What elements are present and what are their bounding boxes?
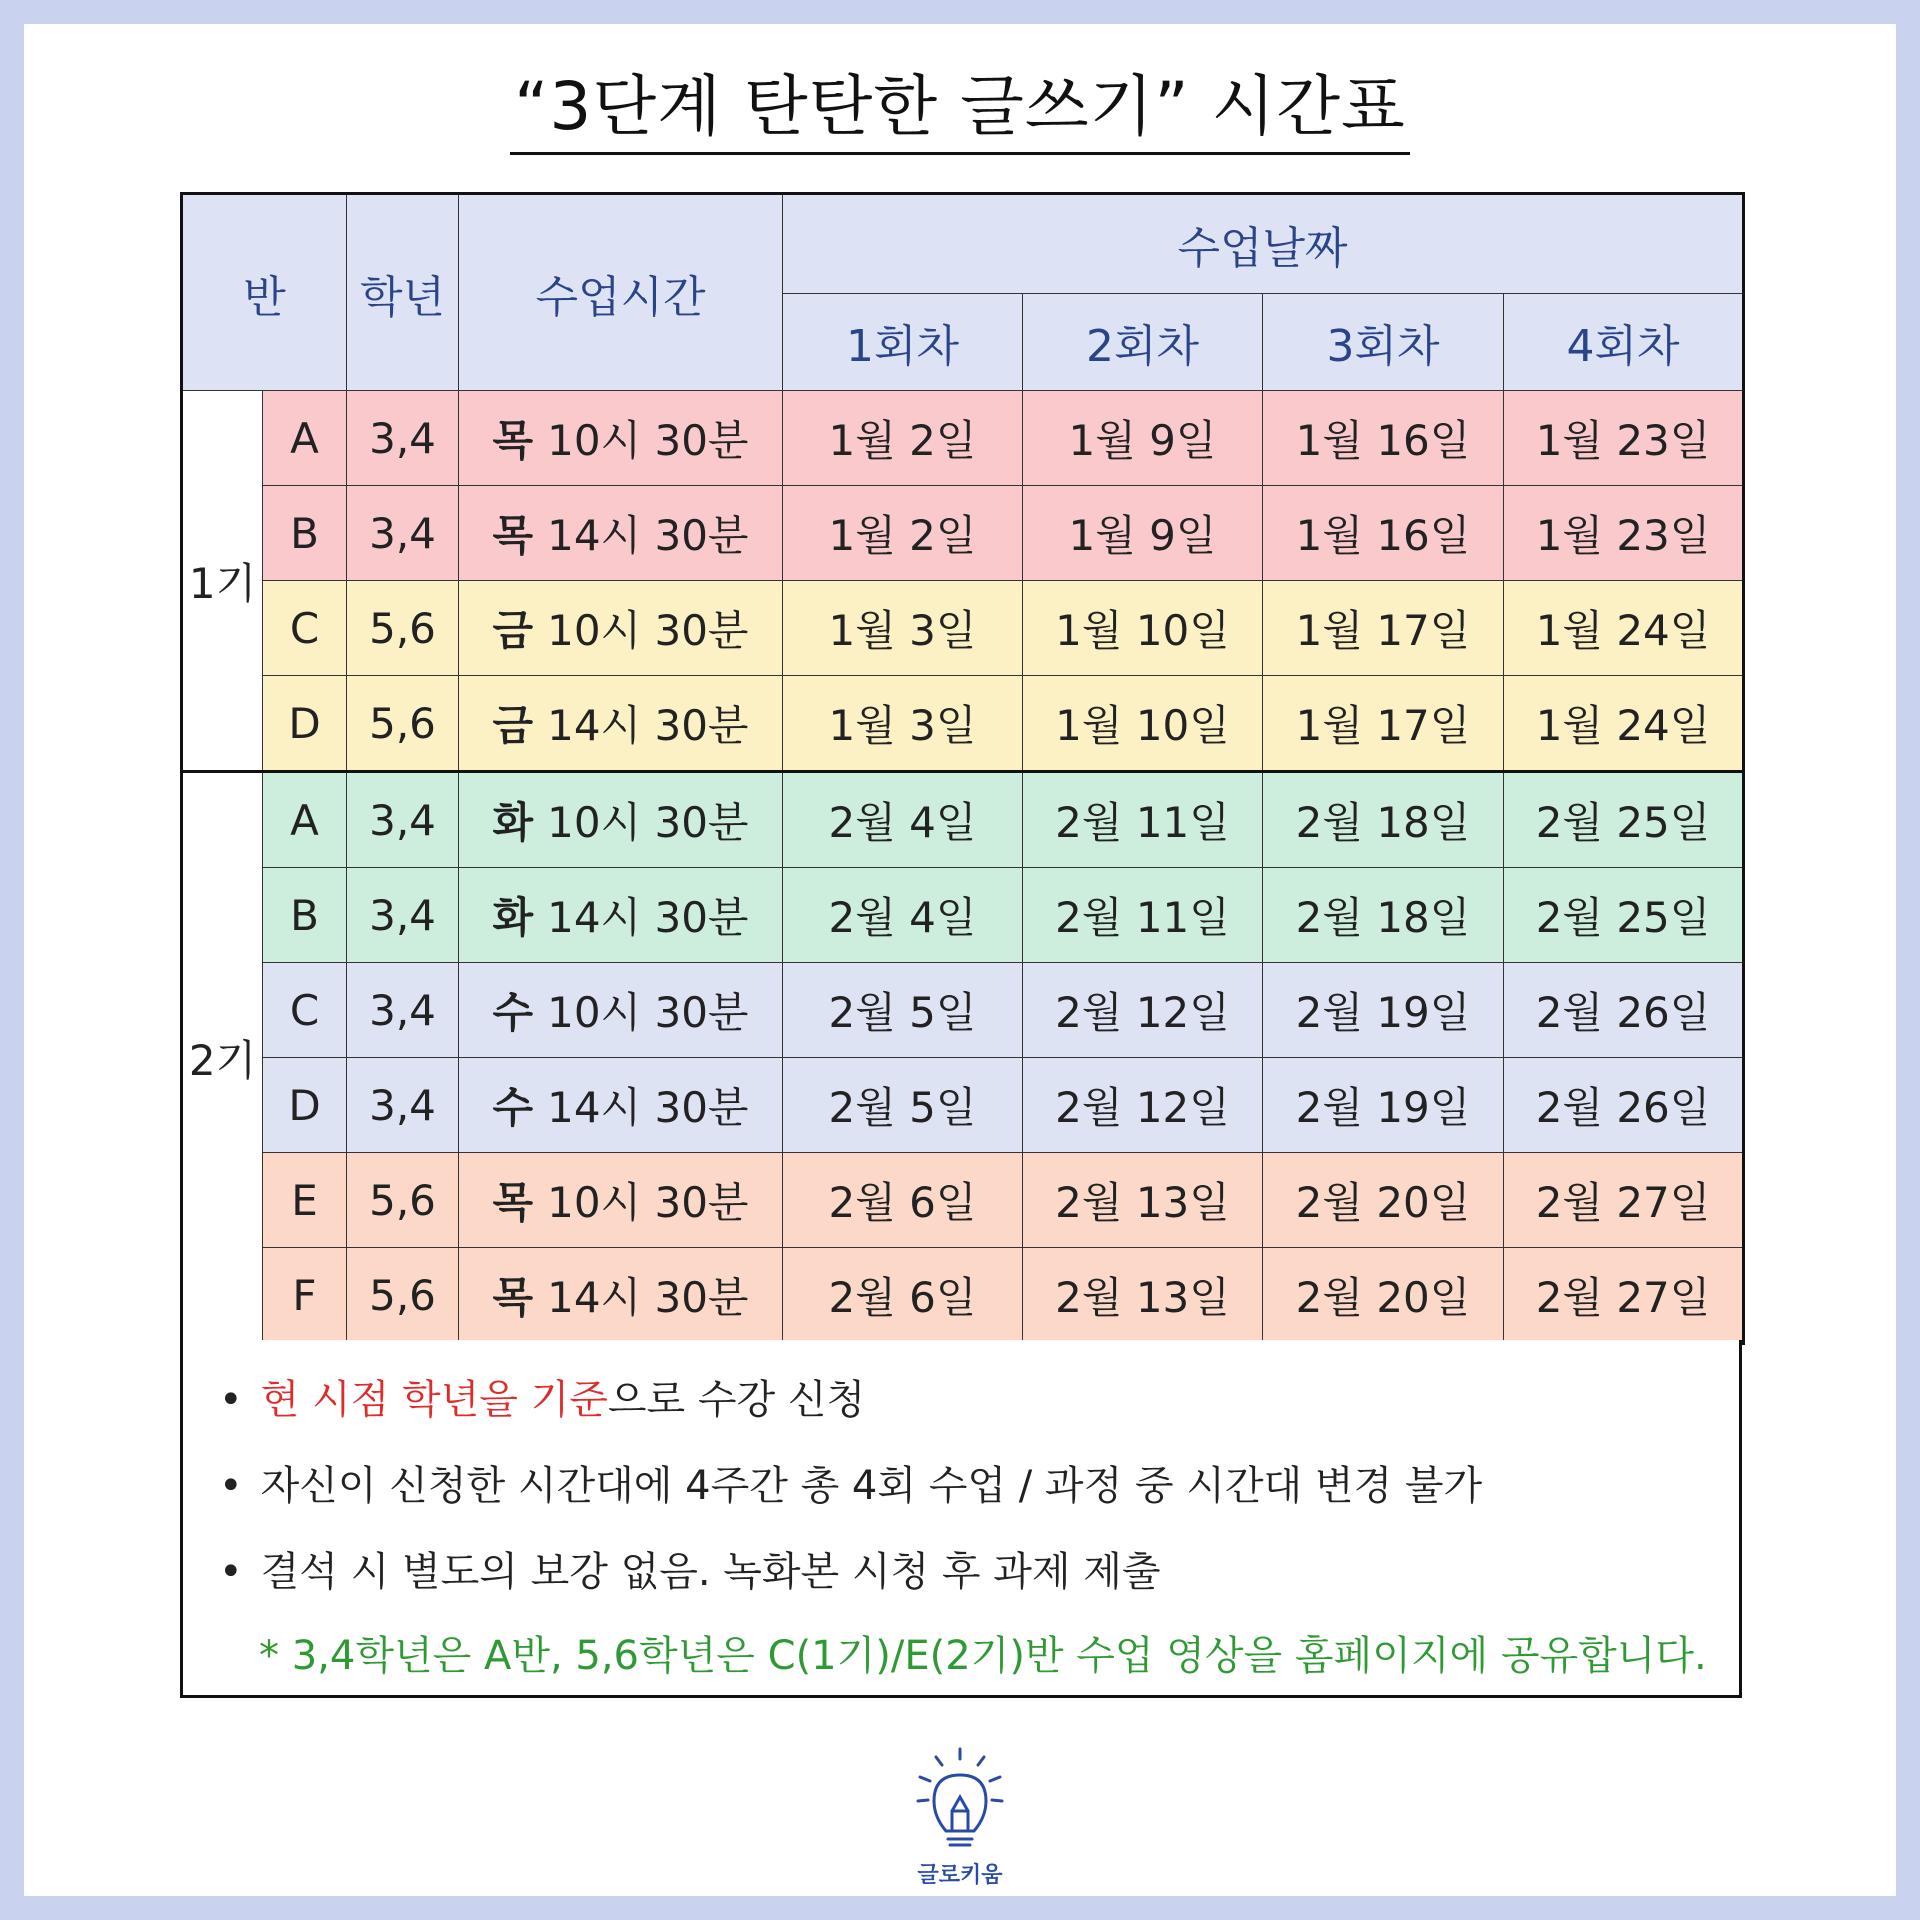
date-cell: 2월 26일 [1504, 1058, 1744, 1153]
time-cell [459, 391, 783, 486]
ban-cell: D [263, 1058, 347, 1153]
time-text: 14시 30분 [547, 701, 749, 750]
header-session-3: 3회차 [1263, 294, 1504, 391]
time-cell [459, 868, 783, 963]
date-cell: 2월 19일 [1263, 1058, 1504, 1153]
weekday: 목 [492, 511, 534, 560]
weekday: 목 [492, 416, 534, 465]
date-cell: 2월 5일 [783, 1058, 1023, 1153]
weekday: 목 [492, 1178, 534, 1227]
page-title [0, 68, 1920, 155]
date-cell: 2월 26일 [1504, 963, 1744, 1058]
table-row [182, 963, 1744, 1058]
grade-cell: 5,6 [347, 581, 459, 676]
grade-cell: 3,4 [347, 772, 459, 868]
date-cell: 2월 19일 [1263, 963, 1504, 1058]
table-row [182, 391, 1744, 486]
date-cell: 2월 20일 [1263, 1153, 1504, 1248]
date-cell: 2월 25일 [1504, 868, 1744, 963]
table-row [182, 676, 1744, 772]
weekday: 금 [492, 701, 534, 750]
note-item [219, 1540, 1161, 1597]
grade-cell: 5,6 [347, 676, 459, 772]
weekday: 수 [492, 1083, 534, 1132]
date-cell: 1월 2일 [783, 391, 1023, 486]
note-text: 으로 수강 신청 [607, 1377, 866, 1423]
date-cell: 2월 25일 [1504, 772, 1744, 868]
time-cell [459, 486, 783, 581]
date-cell: 2월 18일 [1263, 772, 1504, 868]
note-item [219, 1368, 865, 1425]
ban-cell: E [263, 1153, 347, 1248]
date-cell: 1월 17일 [1263, 676, 1504, 772]
time-cell [459, 772, 783, 868]
note-text: 결석 시 별도의 보강 없음. 녹화본 시청 후 과제 제출 [260, 1549, 1161, 1595]
time-cell [459, 676, 783, 772]
ban-cell: B [263, 486, 347, 581]
date-cell: 1월 3일 [783, 581, 1023, 676]
ban-cell: A [263, 772, 347, 868]
header-session-2: 2회차 [1023, 294, 1263, 391]
schedule-table [180, 192, 1745, 1345]
date-cell: 1월 23일 [1504, 391, 1744, 486]
time-text: 10시 30분 [547, 1178, 749, 1227]
table-header [182, 194, 1744, 391]
weekday: 화 [492, 798, 534, 847]
date-cell: 1월 9일 [1023, 391, 1263, 486]
ban-cell: C [263, 963, 347, 1058]
bullet-icon: • [219, 1377, 243, 1423]
table-row [182, 772, 1744, 868]
date-cell: 1월 23일 [1504, 486, 1744, 581]
date-cell: 2월 5일 [783, 963, 1023, 1058]
weekday: 목 [492, 1273, 534, 1322]
ban-cell: F [263, 1248, 347, 1344]
time-cell [459, 1248, 783, 1344]
date-cell: 2월 18일 [1263, 868, 1504, 963]
date-cell: 2월 6일 [783, 1248, 1023, 1344]
time-text: 10시 30분 [547, 798, 749, 847]
table-row [182, 1248, 1744, 1344]
table-row [182, 1153, 1744, 1248]
header-grade: 학년 [347, 194, 459, 391]
note-footnote: * 3,4학년은 A반, 5,6학년은 C(1기)/E(2기)반 수업 영상을 홈페이지에 공유합니다. [259, 1633, 1707, 1679]
date-cell: 2월 13일 [1023, 1248, 1263, 1344]
notes-box [180, 1340, 1742, 1698]
time-text: 14시 30분 [547, 1083, 749, 1132]
time-cell [459, 581, 783, 676]
note-item [219, 1454, 1482, 1511]
weekday: 금 [492, 606, 534, 655]
time-cell [459, 1153, 783, 1248]
weekday: 화 [492, 893, 534, 942]
date-cell: 1월 16일 [1263, 486, 1504, 581]
time-text: 14시 30분 [547, 893, 749, 942]
table-row [182, 868, 1744, 963]
note-text: 자신이 신청한 시간대에 4주간 총 4회 수업 / 과정 중 시간대 변경 불가 [260, 1463, 1483, 1509]
header-session-4: 4회차 [1504, 294, 1744, 391]
brand-logo-text: 글로키움 [917, 1863, 1003, 1888]
date-cell: 2월 13일 [1023, 1153, 1263, 1248]
date-cell: 1월 9일 [1023, 486, 1263, 581]
date-cell: 2월 11일 [1023, 772, 1263, 868]
header-session-1: 1회차 [783, 294, 1023, 391]
note-highlight: 현 시점 학년을 기준 [260, 1377, 608, 1423]
table-row [182, 486, 1744, 581]
date-cell: 2월 27일 [1504, 1153, 1744, 1248]
grade-cell: 5,6 [347, 1153, 459, 1248]
date-cell: 2월 6일 [783, 1153, 1023, 1248]
bullet-icon: • [219, 1549, 243, 1595]
bullet-icon: • [219, 1463, 243, 1509]
term-label: 1기 [182, 391, 263, 772]
time-text: 10시 30분 [547, 416, 749, 465]
time-text: 10시 30분 [547, 606, 749, 655]
date-cell: 1월 24일 [1504, 581, 1744, 676]
date-cell: 1월 3일 [783, 676, 1023, 772]
date-cell: 2월 4일 [783, 868, 1023, 963]
date-cell: 2월 12일 [1023, 1058, 1263, 1153]
weekday: 수 [492, 988, 534, 1037]
date-cell: 1월 10일 [1023, 581, 1263, 676]
header-ban: 반 [182, 194, 347, 391]
term-label: 2기 [182, 772, 263, 1344]
table-body [182, 391, 1744, 1344]
grade-cell: 3,4 [347, 963, 459, 1058]
grade-cell: 3,4 [347, 486, 459, 581]
ban-cell: A [263, 391, 347, 486]
date-cell: 2월 11일 [1023, 868, 1263, 963]
grade-cell: 3,4 [347, 391, 459, 486]
date-cell: 1월 10일 [1023, 676, 1263, 772]
date-cell: 1월 17일 [1263, 581, 1504, 676]
date-cell: 1월 24일 [1504, 676, 1744, 772]
grade-cell: 3,4 [347, 1058, 459, 1153]
page-title-text: “3단계 탄탄한 글쓰기” 시간표 [510, 68, 1410, 155]
header-time: 수업시간 [459, 194, 783, 391]
date-cell: 2월 27일 [1504, 1248, 1744, 1344]
time-text: 14시 30분 [547, 511, 749, 560]
ban-cell: B [263, 868, 347, 963]
time-text: 14시 30분 [547, 1273, 749, 1322]
ban-cell: C [263, 581, 347, 676]
header-dates: 수업날짜 [783, 194, 1744, 294]
date-cell: 2월 4일 [783, 772, 1023, 868]
grade-cell: 3,4 [347, 868, 459, 963]
date-cell: 2월 12일 [1023, 963, 1263, 1058]
date-cell: 1월 16일 [1263, 391, 1504, 486]
time-text: 10시 30분 [547, 988, 749, 1037]
date-cell: 2월 20일 [1263, 1248, 1504, 1344]
table-row [182, 1058, 1744, 1153]
grade-cell: 5,6 [347, 1248, 459, 1344]
table-row [182, 581, 1744, 676]
ban-cell: D [263, 676, 347, 772]
time-cell [459, 963, 783, 1058]
lightbulb-pencil-icon [912, 1745, 1008, 1865]
time-cell [459, 1058, 783, 1153]
date-cell: 1월 2일 [783, 486, 1023, 581]
